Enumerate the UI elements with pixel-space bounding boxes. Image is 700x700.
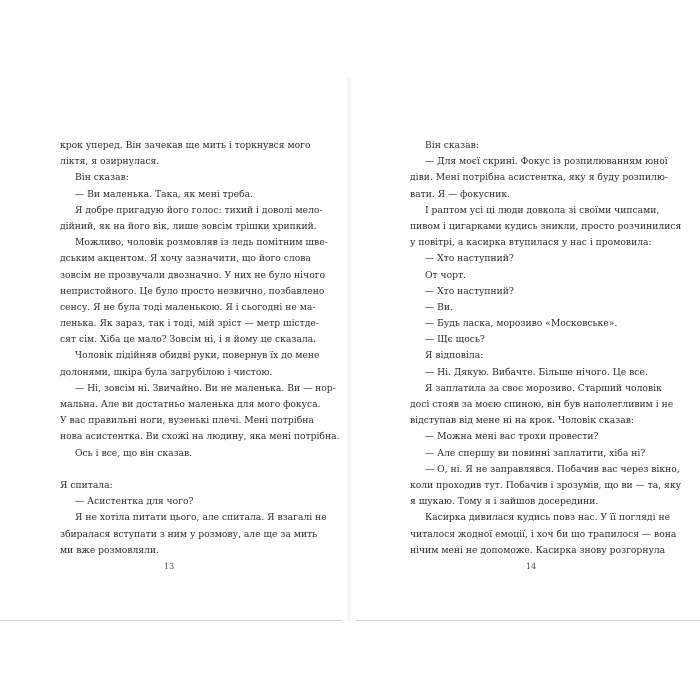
text-line: збиралася вступати з ним у розмову, але ще за мить bbox=[60, 528, 318, 540]
text-line: Касирка дивилася кудись повз нас. У її погляді не bbox=[425, 512, 671, 524]
page-bottom-edge-left bbox=[0, 620, 342, 621]
text-line: коли проходив тут. Побачив і зрозумів, що ви — та, яку bbox=[410, 479, 681, 491]
text-line: — Ні. Дякую. Вибачте. Більше нічого. Це все. bbox=[425, 366, 648, 378]
text-line: сят сім. Хіба це мало? Зовсім ні, і я йому це сказала. bbox=[60, 334, 317, 346]
text-line: — О, ні. Я не заправлявся. Побачив вас через вікно, bbox=[425, 463, 680, 475]
text-line: діви. Мені потрібна асистентка, яку я буду розпилю- bbox=[410, 172, 668, 184]
text-line: нічим мені не допоможе. Касирка знову розгорнула bbox=[410, 544, 666, 556]
text-line: Він сказав: bbox=[75, 172, 129, 184]
text-line: — Хто наступний? bbox=[425, 253, 514, 265]
text-line: Я спитала: bbox=[60, 479, 113, 491]
book-gutter bbox=[346, 78, 352, 622]
text-line: у повітрі, а касирка втупилася у нас і промовила: bbox=[410, 237, 652, 249]
text-line: Я заплатила за своє морозиво. Старший чоловік bbox=[425, 382, 662, 394]
text-line: ленька. Як зараз, так і тоді, мій зріст — метр шістде- bbox=[60, 318, 319, 330]
text-line: Я добре пригадую його голос: тихий і доволі мело- bbox=[75, 204, 323, 216]
page-number-left: 13 bbox=[164, 562, 175, 571]
text-line: — Для моєї скрині. Фокус із розпилюванням юної bbox=[425, 156, 668, 168]
text-line: Я відповіла: bbox=[425, 350, 484, 362]
page-number-right: 14 bbox=[526, 562, 537, 571]
text-line: — Ні, зовсім ні. Звичайно. Ви не маленька. Ви — нор- bbox=[75, 382, 336, 394]
text-line: пивом і цигарками кудись зникли, просто розчинилися bbox=[410, 220, 682, 232]
text-line: — Але спершу ви повинні заплатити, хіба ні? bbox=[425, 447, 646, 459]
text-line: відступав від мене ні на крок. Чоловік сказав: bbox=[410, 415, 634, 427]
text-line: дійний, як на його вік, лише зовсім трішки хрипкий. bbox=[60, 220, 317, 232]
right-page bbox=[356, 78, 696, 622]
text-line: Я не хотіла питати цього, але спитала. Я взагалі не bbox=[75, 512, 327, 524]
text-line: Ось і все, що він сказав. bbox=[75, 447, 193, 459]
blank-line bbox=[60, 462, 302, 478]
text-line: крок уперед. Він зачекав ще мить і торкнувся мого bbox=[60, 140, 311, 151]
text-line: І раптом усі ці люди довкола зі своїми чипсами, bbox=[425, 204, 660, 216]
text-line: От чорт. bbox=[425, 269, 467, 281]
text-line: зовсім не прозвучали двозначно. У них не було нічого bbox=[60, 269, 326, 281]
text-line: — Асистентка для чого? bbox=[75, 496, 194, 508]
text-line: Чоловік підійняв обидві руки, повернув їх до мене bbox=[75, 350, 320, 362]
text-line: У вас правильні ноги, вузенькі плечі. Мені потрібна bbox=[60, 415, 314, 427]
left-page-text bbox=[60, 138, 340, 559]
text-line: — Ви. bbox=[425, 301, 453, 313]
text-line: мальна. Але ви достатньо маленька для мого фокуса. bbox=[60, 399, 321, 410]
text-line: вати. Я — фокусник. bbox=[410, 188, 511, 200]
page-bottom-edge-right bbox=[356, 620, 700, 621]
text-line: Можливо, чоловік розмовляв із ледь помітним шве- bbox=[75, 237, 328, 249]
text-line: — Щє щось? bbox=[425, 334, 485, 346]
text-line: непристойного. Це було просто незвично, позбавлено bbox=[60, 285, 325, 297]
text-line: читалося жодної емоції, і хоч би що трапилося — вона bbox=[410, 528, 677, 540]
text-line: нова асистентка. Ви схожі на людину, яка мені потрібна. bbox=[60, 431, 340, 443]
right-page-text bbox=[410, 138, 682, 559]
left-page bbox=[2, 78, 342, 622]
text-line: досі стояв за моєю спиною, він був наполегливим і не bbox=[410, 399, 674, 410]
text-line: — Ви маленька. Така, як мені треба. bbox=[75, 188, 254, 200]
text-line: дським акцентом. Я хочу зазначити, що його слова bbox=[60, 253, 311, 265]
text-line: ми вже розмовляли. bbox=[60, 544, 159, 556]
text-line: Він сказав: bbox=[425, 140, 479, 151]
text-line: я шукаю. Тому я і зайшов досередини. bbox=[410, 496, 599, 508]
text-line: сенсу. Я не була тоді маленькою. Я і сьогодні не ма- bbox=[60, 301, 316, 313]
text-line: ліктя, я озирнулася. bbox=[60, 156, 160, 168]
text-line: долонями, шкіра була загрубілою і чистою. bbox=[60, 366, 273, 378]
text-line: — Можна мені вас трохи провести? bbox=[425, 431, 599, 443]
text-line: — Хто наступний? bbox=[425, 285, 514, 297]
text-line: — Будь ласка, морозиво «Московське». bbox=[425, 318, 618, 330]
